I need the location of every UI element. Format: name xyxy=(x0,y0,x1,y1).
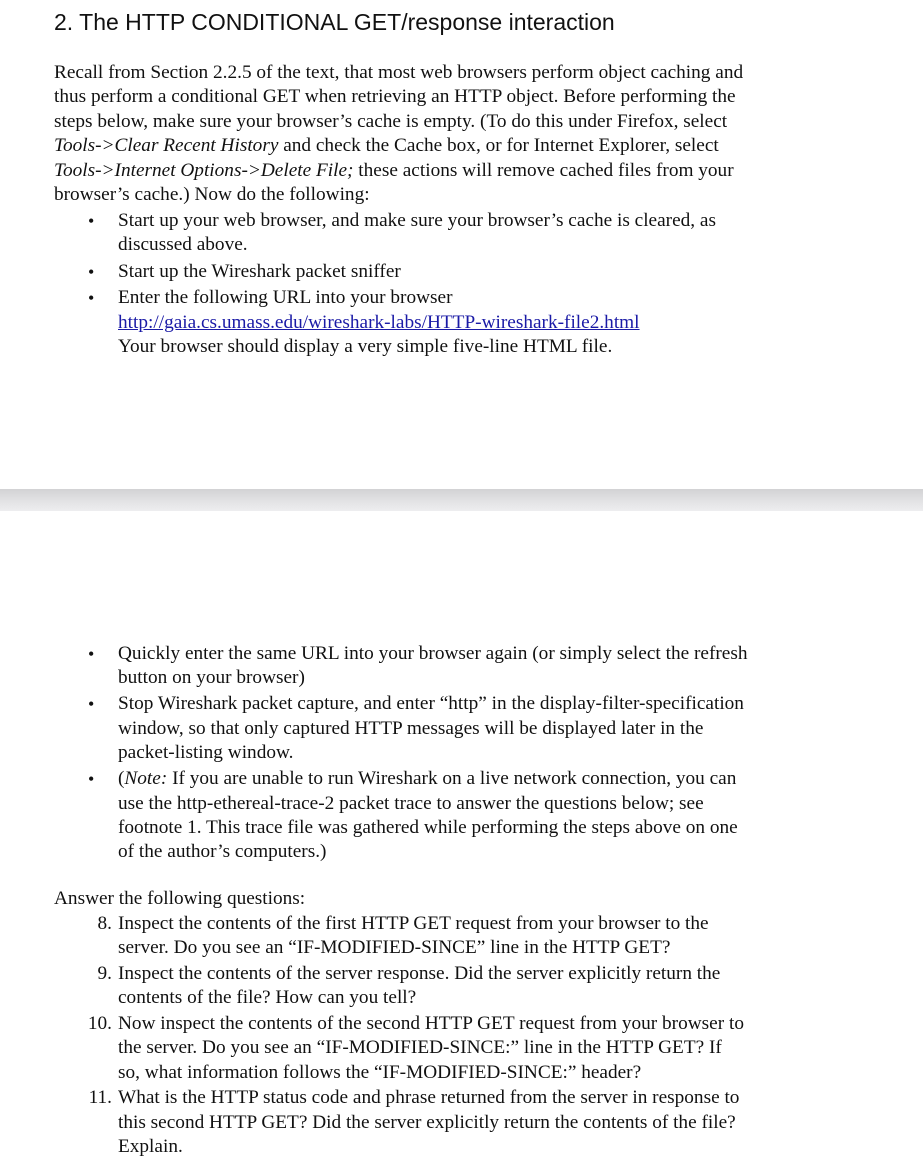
question-number: 10. xyxy=(87,1013,112,1034)
page-separator xyxy=(0,489,923,511)
intro-line: thus perform a conditional GET when retrieving an HTTP object. Before performing the xyxy=(54,86,736,108)
bullet-icon: • xyxy=(88,261,95,282)
document-page-bottom xyxy=(0,511,923,1166)
question-item: 8. Inspect the contents of the first HTTP GET request from your browser to the server. Do you see an “IF-MODIFIED-SINCE” line in the HTTP GET? xyxy=(97,913,709,959)
questions-intro: Answer the following questions: xyxy=(54,888,306,909)
wireshark-file-url-link[interactable]: http://gaia.cs.umass.edu/wireshark-labs/HTTP-wireshark-file2.html xyxy=(118,311,640,333)
question-number: 11. xyxy=(88,1087,112,1109)
document-page-top xyxy=(0,0,923,489)
list-item: • Enter the following URL into your browser http://gaia.cs.umass.edu/wireshark-labs/HTTP-wireshark-file2.html Your browser should display a very simple five-line HTML file. xyxy=(54,286,716,359)
questions-list xyxy=(54,912,744,1161)
menu-path-clear-history: Tools->Clear Recent History xyxy=(54,135,279,157)
note-label: Note: xyxy=(124,768,168,790)
bullet-icon: • xyxy=(88,211,95,231)
question-item: 9. Inspect the contents of the server response. Did the server explicitly return the contents of the file? How can you tell? xyxy=(97,963,721,1009)
question-item: 10. Now inspect the contents of the second HTTP GET request from your browser to the server. Do you see an “IF-MODIFIED-SINCE:” line in the HTTP GET? If so, what information follows the “IF-MODIFIED-SINCE:” header? xyxy=(87,1013,744,1083)
list-item: • Start up your web browser, and make sure your browser’s cache is cleared, as discussed above. xyxy=(88,210,716,256)
bullet-icon: • xyxy=(88,769,95,790)
question-number: 9. xyxy=(97,963,112,984)
intro-paragraph xyxy=(54,61,844,207)
bullet-icon: • xyxy=(88,288,95,309)
steps-list-top xyxy=(54,209,716,361)
menu-path-delete-file: Tools->Internet Options->Delete File; xyxy=(54,159,354,181)
intro-line: steps below, make sure your browser’s cache is empty. (To do this under Firefox, select xyxy=(54,110,728,132)
bullet-icon: • xyxy=(88,644,95,664)
list-item: • Start up the Wireshark packet sniffer xyxy=(54,260,716,284)
list-item: • (Note: If you are unable to run Wireshark on a live network connection, you can use the http-ethereal-trace-2 packet trace to answer the questions below; see footnote 1. This trace file was gathered while performing the steps above on one of the author’s computers.) xyxy=(88,768,738,863)
intro-line: Tools->Clear Recent History and check the Cache box, or for Internet Explorer, select xyxy=(54,135,719,157)
steps-list-bottom xyxy=(54,642,747,866)
question-number: 8. xyxy=(97,913,112,934)
intro-line: Tools->Internet Options->Delete File; these actions will remove cached files from your xyxy=(54,159,734,181)
intro-line: Recall from Section 2.2.5 of the text, that most web browsers perform object caching and xyxy=(54,62,744,83)
intro-line: browser’s cache.) Now do the following: xyxy=(54,184,370,206)
list-item: • Stop Wireshark packet capture, and enter “http” in the display-filter-specification window, so that only captured HTTP messages will be displayed later in the packet-listing window. xyxy=(88,693,744,764)
section-heading: 2. The HTTP CONDITIONAL GET/response interaction xyxy=(54,9,615,35)
list-item: • Quickly enter the same URL into your browser again (or simply select the refresh button on your browser) xyxy=(88,643,748,689)
question-item: 11. What is the HTTP status code and phrase returned from the server in response to this second HTTP GET? Did the server explicitly return the contents of the file? Explain. xyxy=(88,1087,740,1158)
bullet-icon: • xyxy=(88,694,95,715)
